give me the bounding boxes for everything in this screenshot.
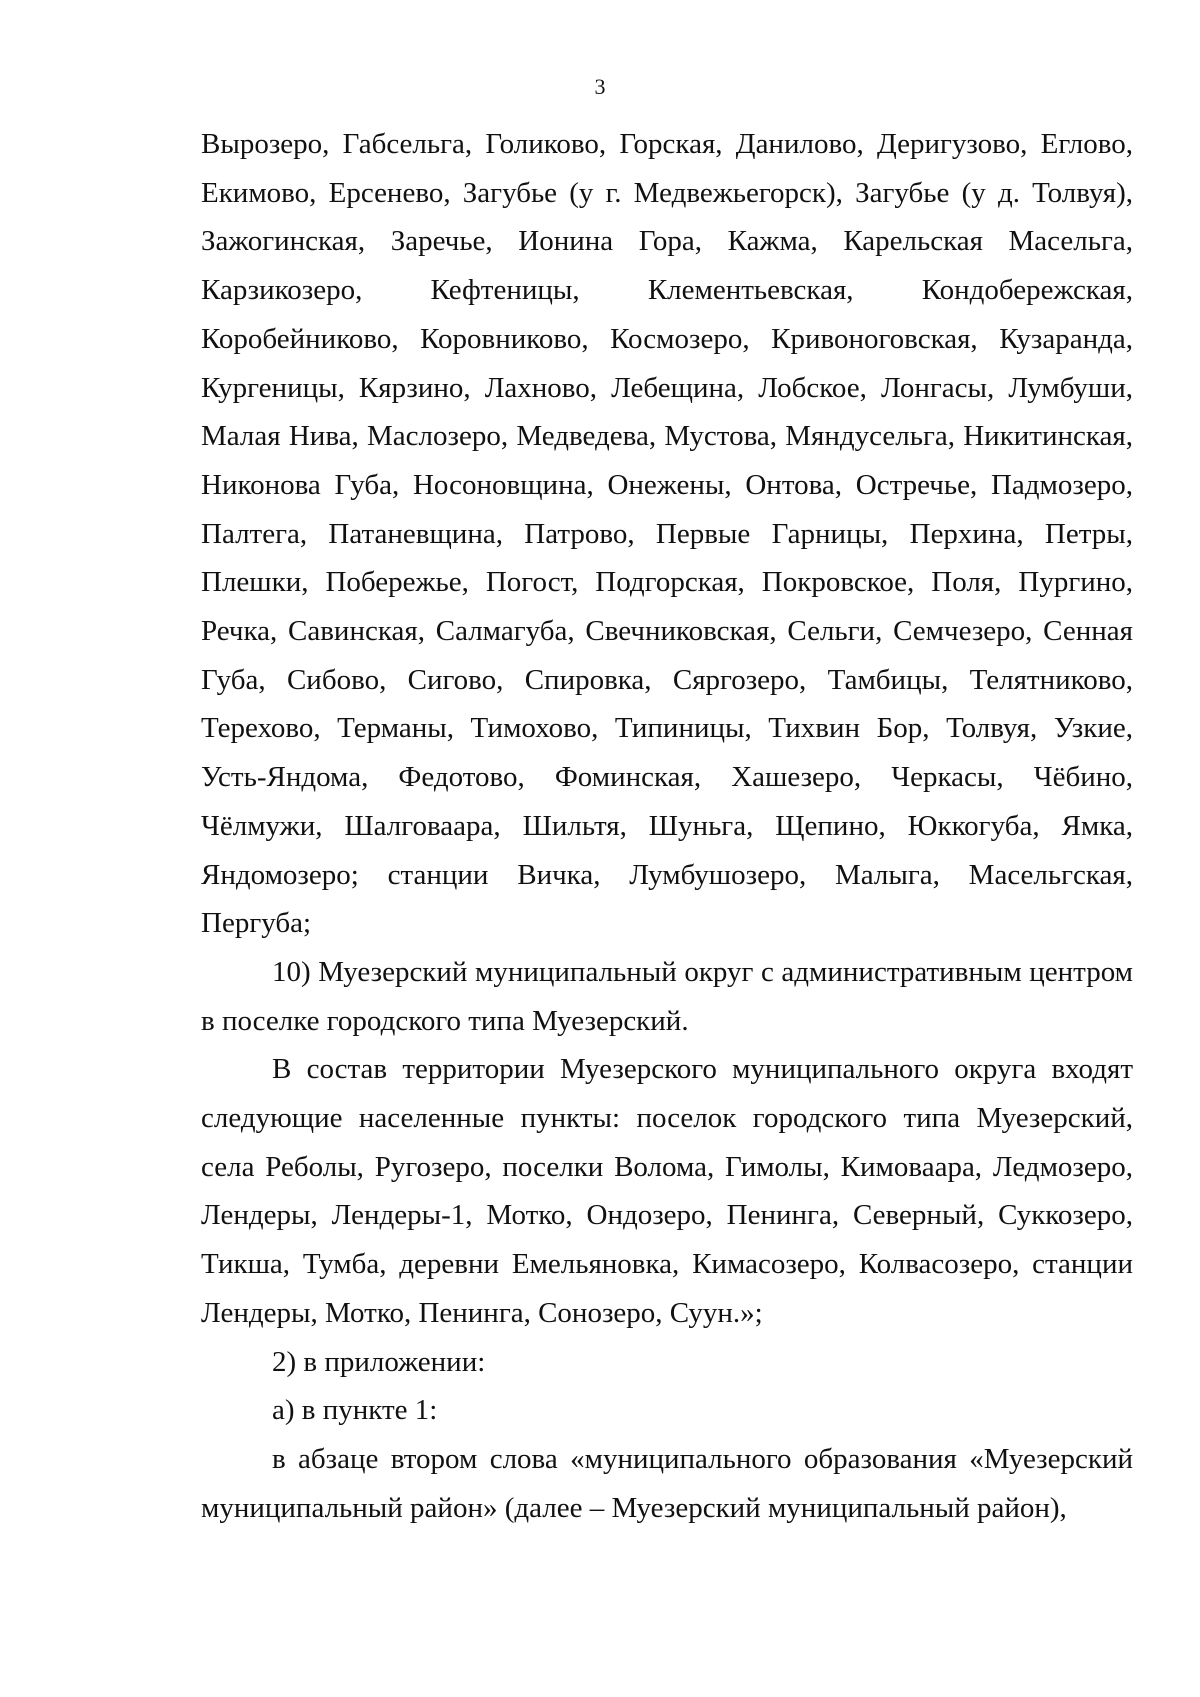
paragraph-item-2: 2) в приложении: — [272, 1345, 486, 1378]
page-number: 3 — [594, 74, 606, 99]
document-body — [201, 120, 1133, 1532]
paragraph-item-10: 10) Муезерский муниципальный округ с административным центром в поселке городского типа Муезерский. — [201, 955, 1133, 1037]
paragraph-territory-composition: В состав территории Муезерского муниципального округа входят следующие населенные пункты: поселок городского типа Муезерский, села Реболы, Ругозеро, поселки Волома, Гимолы, Кимоваара, Ледмозеро, Лендеры, Лендеры-1, Мотко, Ондозеро, Пенинга, Северный, Суккозеро, Тикша, Тумба, деревни Емельяновка, Кимасозеро, Колвасозеро, станции Лендеры, Мотко, Пенинга, Сонозеро, Суун.»; — [201, 1053, 1133, 1329]
paragraph-settlements-list: Вырозеро, Габсельга, Голиково, Горская, Данилово, Деригузово, Еглово, Екимово, Ерсенево, Загубье (у г. Медвежьегорск), Загубье (у д. Толвуя), Зажогинская, Заречье, Ионина Гора, Кажма, Карельская Масельга, Карзикозеро, Кефтеницы, Клементьевская, Кондобережская, Коробейниково, Коровниково, Космозеро, Кривоноговская, Кузаранда, Кургеницы, Кярзино, Лахново, Лебещина, Лобское, Лонгасы, Лумбуши, Малая Нива, Маслозеро, Медведева, Мустова, Мяндусельга, Никитинская, Никонова Губа, Носоновщина, Онежены, Онтова, Остречье, Падмозеро, Палтега, Патаневщина, Патрово, Первые Гарницы, Перхина, Петры, Плешки, Побережье, Погост, Подгорская, Покровское, Поля, Пургино, Речка, Савинская, Салмагуба, Свечниковская, Сельги, Семчезеро, Сенная Губа, Сибово, Сигово, Спировка, Сяргозеро, Тамбицы, Телятниково, Терехово, Терманы, Тимохово, Типиницы, Тихвин Бор, Толвуя, Узкие, Усть-Яндома, Федотово, Фоминская, Хашезеро, Черкасы, Чёбино, Чёлмужи, Шалговаара, Шильтя, Шуньга, Щепино, Юккогуба, Ямка, Яндомозеро; станции Вичка, Лумбушозеро, Малыга, Масельгская, Пергуба; — [201, 128, 1133, 940]
paragraph-item-a: а) в пункте 1: — [272, 1394, 438, 1427]
paragraph-second-abzac: в абзаце втором слова «муниципального образования «Муезерский муниципальный район» (далее – Муезерский муниципальный район), — [201, 1442, 1133, 1524]
